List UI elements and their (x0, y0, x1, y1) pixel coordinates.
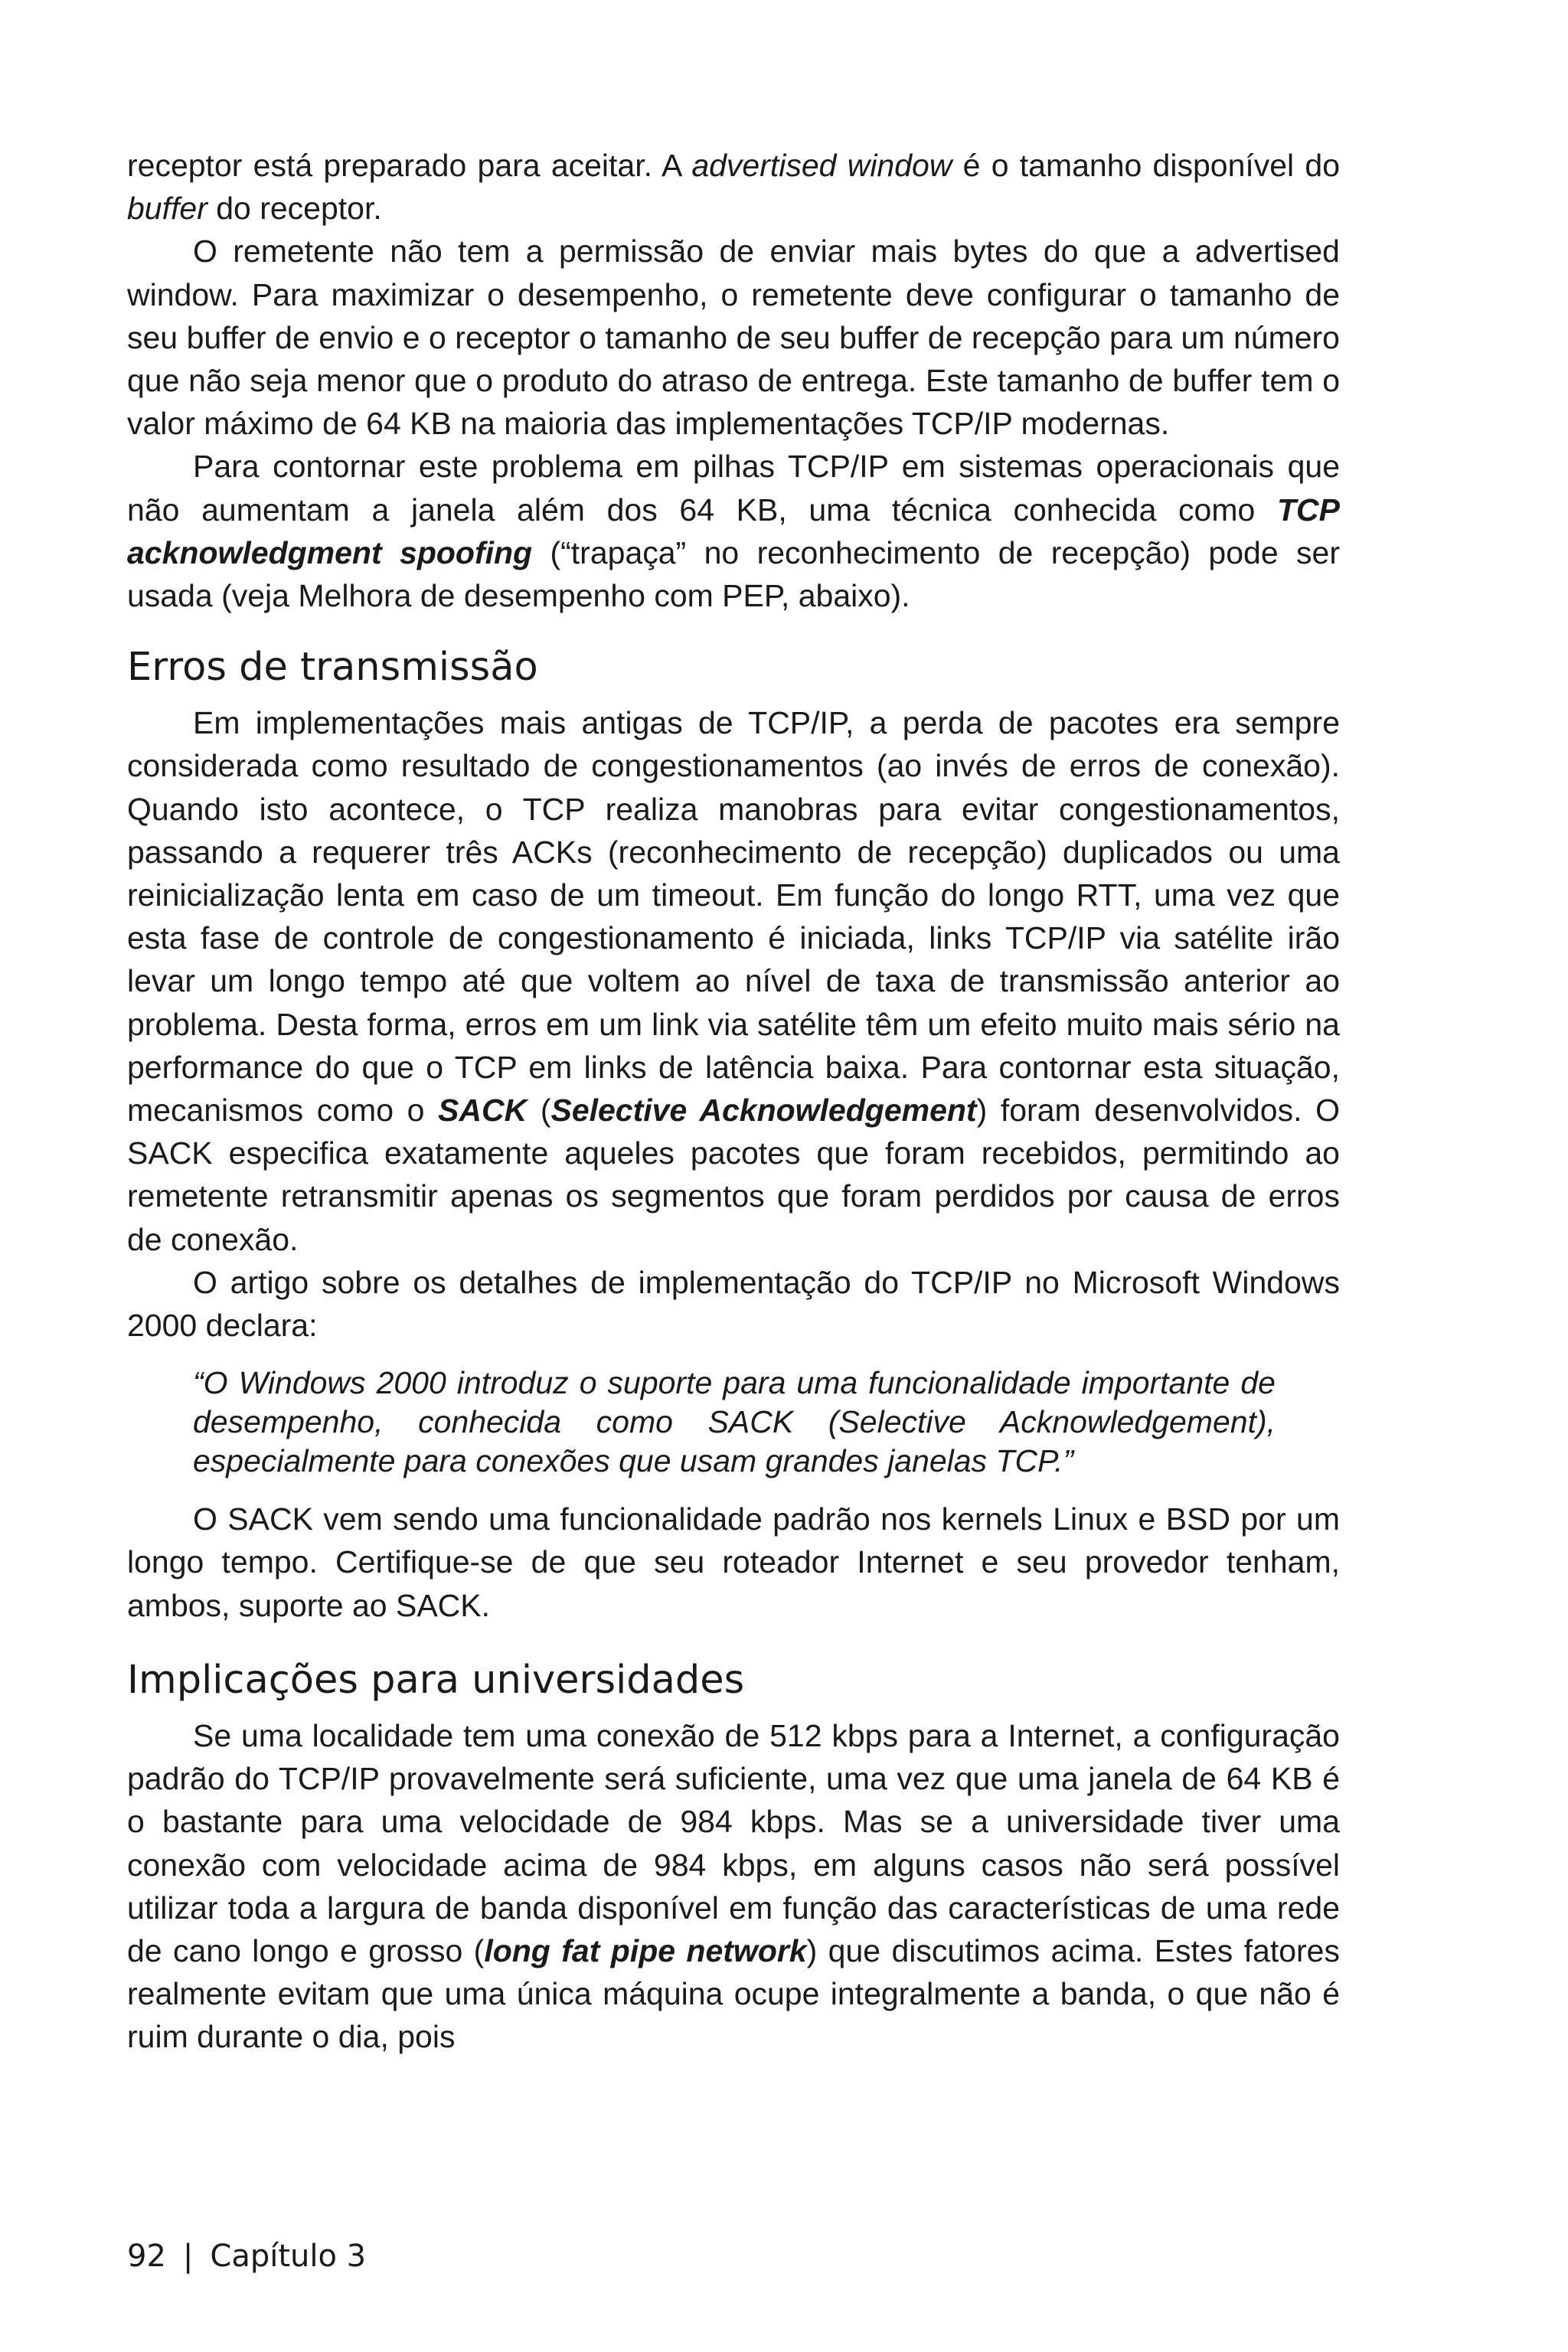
page-number: 92 (127, 2239, 166, 2274)
section-heading-erros: Erros de transmissão (127, 645, 538, 691)
paragraph-implementacoes: Em implementações mais antigas de TCP/IP, a perda de pacotes era sempre considerada como resultado de congestionamentos (ao invés de erros de conexão). Quando isto acontece, o TCP realiza manobras para evitar congestionamentos, passando a requerer três ACKs (reconhecimento de recepção) duplicados ou uma reinicialização lenta em caso de um timeout. Em função do longo RTT, uma vez que esta fase de controle de congestionamento é iniciada, links TCP/IP via satélite irão levar um longo tempo até que voltem ao nível de taxa de transmissão anterior ao problema. Desta forma, erros em um link via satélite têm um efeito muito mais sério na performance do que o TCP em links de latência baixa. Para contornar esta situação, mecanismos como o SACK (Selective Acknowledgement) foram desenvolvidos. O SACK especifica exatamente aqueles pacotes que foram recebidos, permitindo ao remetente retransmitir apenas os segmentos que foram perdidos por causa de erros de conexão. (127, 705, 1340, 1257)
quote-block (193, 1364, 1276, 1481)
paragraph-sack: O SACK vem sendo uma funcionalidade padrão nos kernels Linux e BSD por um longo tempo. Certifique-se de que seu roteador Internet e seu provedor tenham, ambos, suporte ao SACK. (127, 1501, 1340, 1623)
page-footer (127, 2237, 366, 2275)
chapter-label: Capítulo 3 (210, 2239, 367, 2274)
footer-separator: | (182, 2239, 194, 2274)
quote-text: “O Windows 2000 introduz o suporte para uma funcionalidade importante de desempenho, conhecida como SACK (Selective Acknowledgement), especialmente para conexões que usam grandes janelas TCP.” (193, 1365, 1276, 1479)
paragraph-localidade: Se uma localidade tem uma conexão de 512 kbps para a Internet, a configuração padrão do TCP/IP provavelmente será suficiente, uma vez que uma janela de 64 KB é o bastante para uma velocidade de 984 kbps. Mas se a universidade tiver uma conexão com velocidade acima de 984 kbps, em alguns casos não será possível utilizar toda a largura de banda disponível em função das características de uma rede de cano longo e grosso (long fat pipe network) que discutimos acima. Estes fatores realmente evitam que uma única máquina ocupe integralmente a banda, o que não é ruim durante o dia, pois (127, 1717, 1340, 2055)
section-heading-implicacoes: Implicações para universidades (127, 1657, 745, 1703)
paragraph-contornar: Para contornar este problema em pilhas TCP/IP em sistemas operacionais que não aumentam a janela além dos 64 KB, uma técnica conhecida como TCP acknowledgment spoofing (“trapaça” no reconhecimento de recepção) pode ser usada (veja Melhora de desempenho com PEP, abaixo). (127, 449, 1340, 614)
paragraph-advertised-window: receptor está preparado para aceitar. A advertised window é o tamanho disponível do buffer do receptor. (127, 148, 1341, 227)
paragraph-artigo: O artigo sobre os detalhes de implementação do TCP/IP no Microsoft Windows 2000 declara: (127, 1264, 1340, 1344)
page-content (127, 144, 1340, 2059)
paragraph-remetente: O remetente não tem a permissão de enviar mais bytes do que a advertised window. Para maximizar o desempenho, o remetente deve configurar o tamanho de seu buffer de envio e o receptor o tamanho de seu buffer de recepção para um número que não seja menor que o produto do atraso de entrega. Este tamanho de buffer tem o valor máximo de 64 KB na maioria das implementações TCP/IP modernas. (127, 234, 1340, 442)
